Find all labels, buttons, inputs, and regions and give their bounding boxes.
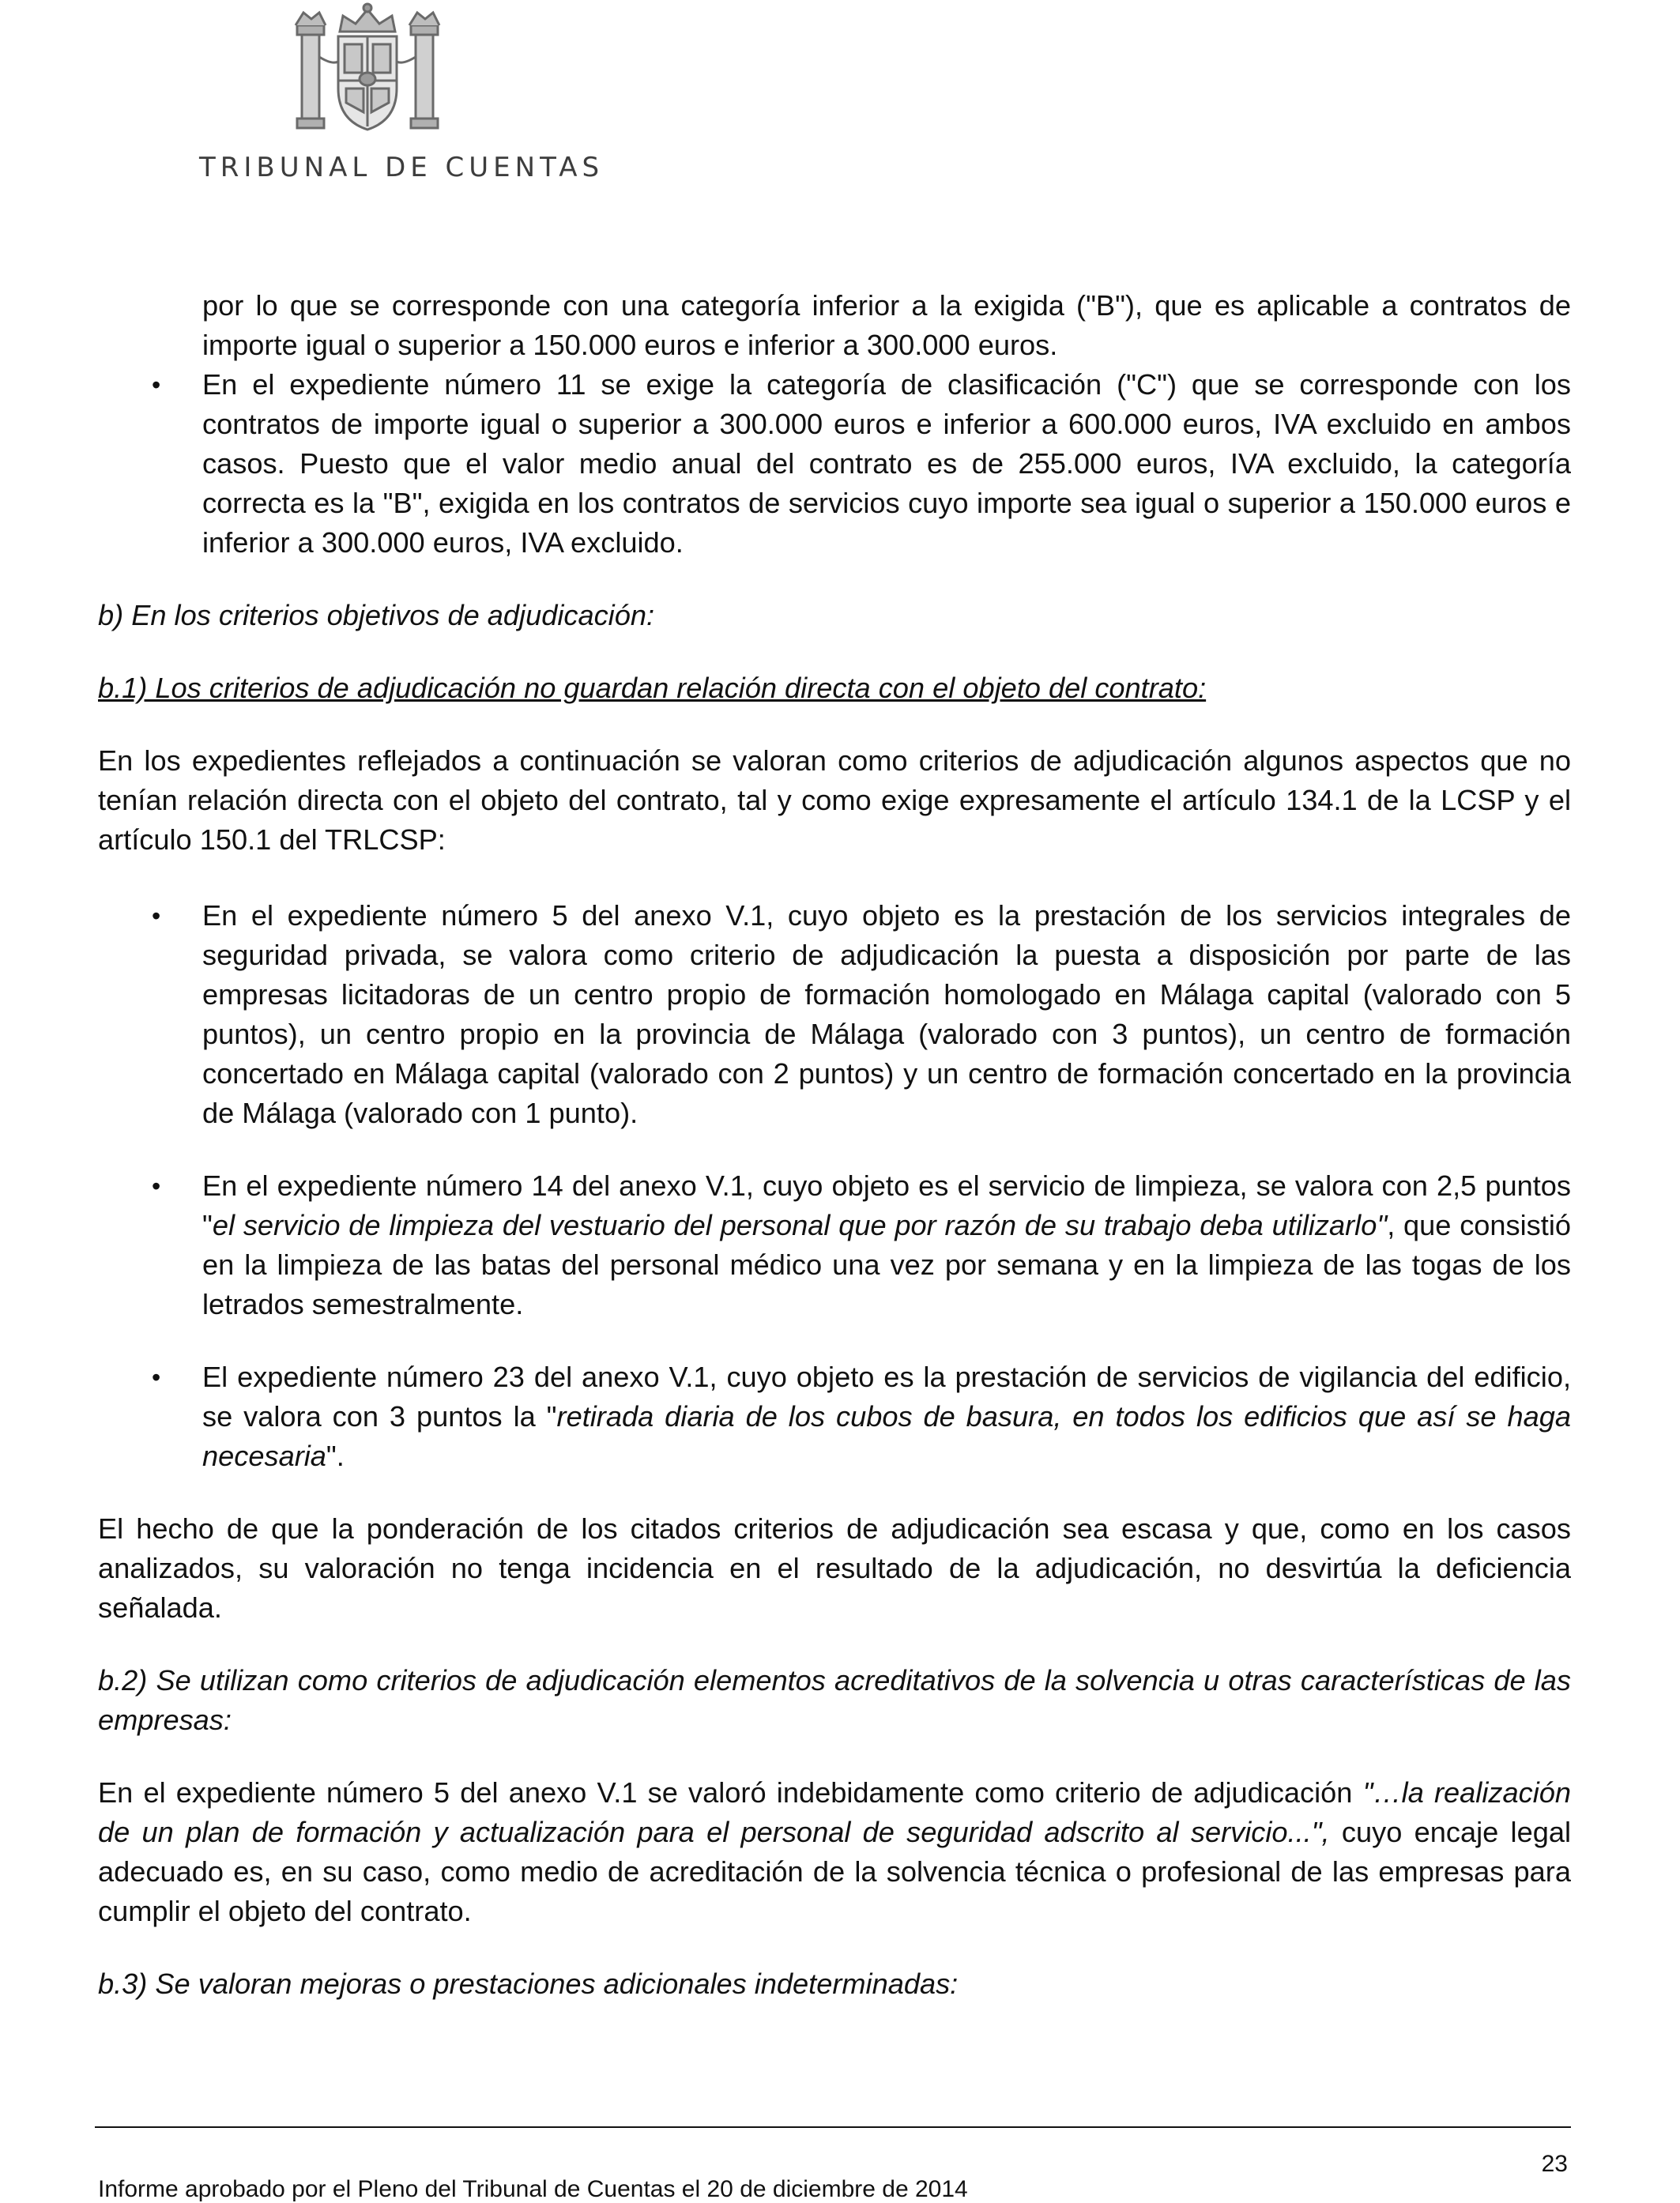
text-run: ". (326, 1440, 345, 1472)
bullet-icon: • (152, 1363, 161, 1391)
heading-b: b) En los criterios objetivos de adjudicación: (98, 599, 655, 631)
heading-b3: b.3) Se valoran mejoras o prestaciones adicionales indeterminadas: (98, 1968, 959, 2000)
bullet-text-expediente-5: En el expediente número 5 del anexo V.1, cuyo objeto es la prestación de los servicios integrales de seguridad privada, se valora como criterio de adjudicación la puesta a disposición por parte de las empresas licitadoras de un centro propio de formación homologado en Málaga capital (valorado con 5 puntos), un centro propio en la provincia de Málaga (valorado con 3 puntos), un centro de formación concertado en Málaga capital (valorado con 2 puntos) y un centro de formación concertado en la provincia de Málaga (valorado con 1 punto). (202, 899, 1571, 1129)
page-number: 23 (1541, 2151, 1568, 2177)
bullet-icon: • (152, 902, 161, 930)
bullet-list-criteria (98, 896, 1571, 1476)
paragraph-b2 (98, 1773, 1571, 1931)
institution-logo (95, 2, 605, 183)
text-run: , que consistió en la limpieza de las batas del personal médico una vez por semana y en la limpieza de las togas de los letrados semestralmente. (202, 1209, 1571, 1320)
text-run: El expediente número 23 del anexo V.1, cuyo objeto es la prestación de servicios de vigilancia del edificio, se valora con 3 puntos la " (202, 1361, 1571, 1433)
quoted-text: "…la realización de un plan de formación y actualización para el personal de seguridad adscrito al servicio...", (98, 1776, 1571, 1848)
list-item (98, 365, 1571, 563)
paragraph-intro-b1: En los expedientes reflejados a continuación se valoran como criterios de adjudicación algunos aspectos que no tenían relación directa con el objeto del contrato, tal y como exige expresamente el artículo 134.1 de la LCSP y el artículo 150.1 del TRLCSP: (98, 744, 1571, 856)
institution-name: TRIBUNAL DE CUENTAS (199, 152, 605, 183)
list-item (98, 1358, 1571, 1476)
page-body (98, 286, 1571, 2004)
bullet-text-expediente-14 (202, 1166, 1571, 1324)
bullet-text-expediente-11: En el expediente número 11 se exige la categoría de clasificación ("C") que se corresponde con los contratos de importe igual o superior a 300.000 euros e inferior a 600.000 euros, IVA excluido en ambos casos. Puesto que el valor medio anual del contrato es de 255.000 euros, IVA excluido, la categoría correcta es la "B", exigida en los contratos de servicios cuyo importe sea igual o superior a 150.000 euros e inferior a 300.000 euros, IVA excluido. (202, 368, 1571, 559)
bullet-text-expediente-23 (202, 1358, 1571, 1476)
paragraph-conclusion-b1: El hecho de que la ponderación de los citados criterios de adjudicación sea escasa y que, como en los casos analizados, su valoración no tenga incidencia en el resultado de la adjudicación, no desvirtúa la deficiencia señalada. (98, 1512, 1571, 1624)
footer-divider (95, 2126, 1571, 2128)
heading-b2: b.2) Se utilizan como criterios de adjudicación elementos acreditativos de la solvencia u otras características de las empresas: (98, 1664, 1571, 1736)
list-item (98, 1166, 1571, 1324)
bullet-icon: • (152, 371, 161, 399)
heading-b1: b.1) Los criterios de adjudicación no guardan relación directa con el objeto del contrato: (98, 672, 1207, 704)
list-item (98, 896, 1571, 1133)
quoted-text: retirada diaria de los cubos de basura, en todos los edificios que así se haga necesaria (202, 1400, 1571, 1472)
text-run: En el expediente número 14 del anexo V.1, cuyo objeto es el servicio de limpieza, se valora con 2,5 puntos " (202, 1169, 1571, 1241)
bullet-icon: • (152, 1172, 161, 1200)
bullet-list-classification (98, 365, 1571, 563)
coat-of-arms-icon (253, 2, 482, 136)
text-run: cuyo encaje legal adecuado es, en su caso, como medio de acreditación de la solvencia técnica o profesional de las empresas para cumplir el objeto del contrato. (98, 1816, 1571, 1927)
footer-approval-text: Informe aprobado por el Pleno del Tribunal de Cuentas el 20 de diciembre de 2014 (98, 2176, 968, 2202)
text-run: En el expediente número 5 del anexo V.1 se valoró indebidamente como criterio de adjudicación (98, 1776, 1363, 1809)
paragraph-continuation: por lo que se corresponde con una categoría inferior a la exigida ("B"), que es aplicable a contratos de importe igual o superior a 150.000 euros e inferior a 300.000 euros. (202, 289, 1571, 361)
quoted-text: el servicio de limpieza del vestuario del personal que por razón de su trabajo deba utilizarlo" (212, 1209, 1388, 1241)
